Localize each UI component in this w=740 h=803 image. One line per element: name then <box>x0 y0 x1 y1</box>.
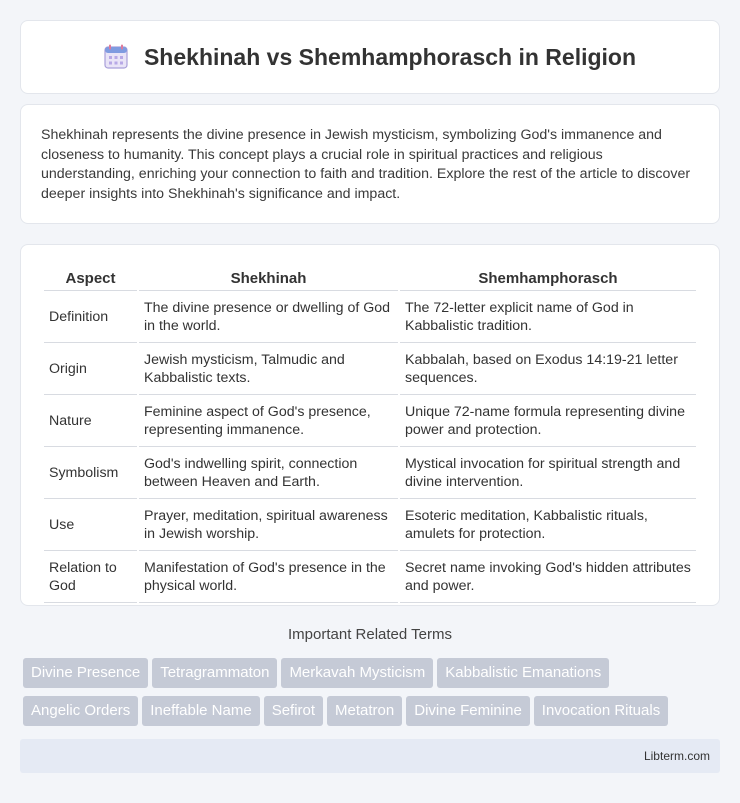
table-cell: The divine presence or dwelling of God in the world. <box>139 291 398 343</box>
table-cell: Prayer, meditation, spiritual awareness in Jewish worship. <box>139 499 398 551</box>
table-cell: Feminine aspect of God's presence, representing immanence. <box>139 395 398 447</box>
intro-card <box>20 104 720 224</box>
table-cell: Kabbalah, based on Exodus 14:19-21 letter sequences. <box>400 343 696 395</box>
table-cell: Esoteric meditation, Kabbalistic rituals, amulets for protection. <box>400 499 696 551</box>
related-term-tag[interactable]: Merkavah Mysticism <box>281 658 433 688</box>
table-cell-aspect: Origin <box>44 343 137 395</box>
column-header: Shekhinah <box>139 265 398 291</box>
table-header-row <box>44 265 696 291</box>
table-row <box>44 447 696 499</box>
table-cell: Manifestation of God's presence in the physical world. <box>139 551 398 603</box>
table-cell: Secret name invoking God's hidden attributes and power. <box>400 551 696 603</box>
table-row <box>44 291 696 343</box>
table-cell: Mystical invocation for spiritual strength and divine intervention. <box>400 447 696 499</box>
page-title: Shekhinah vs Shemhamphorasch in Religion <box>143 43 637 70</box>
table-cell-aspect: Nature <box>44 395 137 447</box>
table-cell: God's indwelling spirit, connection between Heaven and Earth. <box>139 447 398 499</box>
related-term-tag[interactable]: Divine Feminine <box>406 696 530 726</box>
table-row <box>44 551 696 603</box>
footer <box>20 739 720 773</box>
related-term-tag[interactable]: Invocation Rituals <box>534 696 668 726</box>
related-terms-title: Important Related Terms <box>288 626 452 643</box>
related-term-tag[interactable]: Ineffable Name <box>142 696 259 726</box>
column-header: Aspect <box>44 265 137 291</box>
table-cell: The 72-letter explicit name of God in Kabbalistic tradition. <box>400 291 696 343</box>
table-row <box>44 343 696 395</box>
table-row <box>44 395 696 447</box>
column-header: Shemhamphorasch <box>400 265 696 291</box>
related-term-tag[interactable]: Tetragrammaton <box>152 658 277 688</box>
intro-text: Shekhinah represents the divine presence in Jewish mysticism, symbolizing God's immanence and closeness to humanity. This concept plays a crucial role in spiritual practices and religious understanding, enriching your connection to faith and tradition. Explore the rest of the article to discover deeper insights into Shekhinah's significance and impact. <box>41 127 691 202</box>
table-cell: Jewish mysticism, Talmudic and Kabbalistic texts. <box>139 343 398 395</box>
table-cell-aspect: Use <box>44 499 137 551</box>
footer-site-link[interactable]: Libterm.com <box>643 749 710 763</box>
related-terms-list <box>23 658 723 734</box>
table-cell: Unique 72-name formula representing divine power and protection. <box>400 395 696 447</box>
related-term-tag[interactable]: Metatron <box>327 696 402 726</box>
calendar-icon <box>104 44 128 70</box>
header-card <box>20 20 720 94</box>
comparison-table-card <box>20 244 720 606</box>
comparison-table <box>42 265 698 603</box>
table-cell-aspect: Relation to God <box>44 551 137 603</box>
related-term-tag[interactable]: Divine Presence <box>23 658 148 688</box>
related-term-tag[interactable]: Angelic Orders <box>23 696 138 726</box>
related-term-tag[interactable]: Sefirot <box>264 696 323 726</box>
table-row <box>44 499 696 551</box>
related-term-tag[interactable]: Kabbalistic Emanations <box>437 658 609 688</box>
table-cell-aspect: Definition <box>44 291 137 343</box>
table-cell-aspect: Symbolism <box>44 447 137 499</box>
